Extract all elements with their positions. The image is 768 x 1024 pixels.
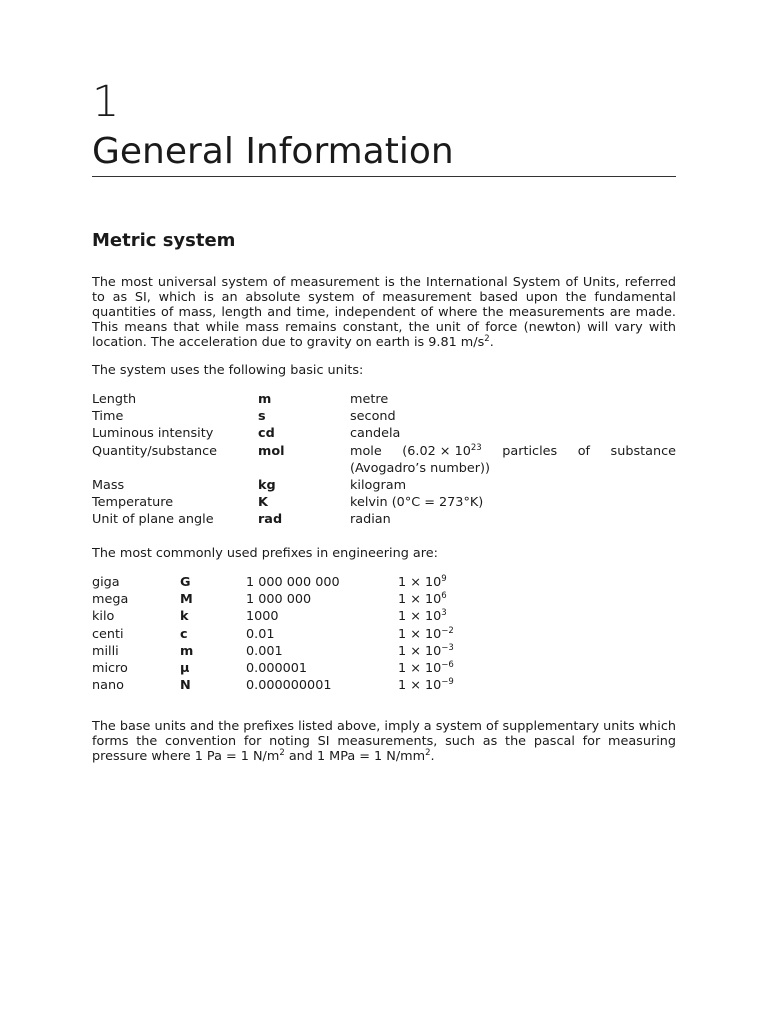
prefix-name: mega	[92, 592, 129, 608]
unit-quantity: Temperature	[92, 495, 174, 511]
table-row	[92, 460, 676, 477]
prefix-decimal: 0.000001	[246, 661, 308, 677]
unit-symbol: cd	[258, 426, 275, 442]
prefix-symbol: M	[180, 592, 193, 608]
unit-quantity: Luminous intensity	[92, 426, 214, 442]
prefix-symbol: G	[180, 575, 191, 590]
prefix-name: giga	[92, 575, 120, 590]
title-divider	[92, 176, 676, 177]
table-row	[92, 677, 676, 694]
unit-quantity: Quantity/substance	[92, 443, 218, 459]
table-row	[92, 425, 676, 442]
unit-name	[350, 443, 676, 460]
unit-name: radian	[350, 512, 391, 528]
closing-exponent: 2	[279, 748, 285, 758]
table-row	[92, 608, 676, 625]
table-row	[92, 443, 676, 460]
unit-name-part: mole	[350, 443, 382, 459]
prefix-exponent: 6	[441, 591, 447, 602]
prefix-exponent: −6	[441, 660, 454, 671]
unit-quantity: Length	[92, 392, 137, 407]
prefix-name: centi	[92, 626, 124, 642]
intro-end: .	[489, 335, 494, 350]
unit-symbol: rad	[258, 512, 283, 528]
table-row	[92, 626, 676, 643]
intro-text: The most universal system of measurement is the International System of Units, referred to as SI, which is an absolute system of measurement based upon the fundamental quantities of mass, length and time, independent of where the measurements are made. This means that while mass remains constant, the unit of force (newton) will vary with location. The acceleration due to gravity on earth is 9.81 m/s	[92, 275, 676, 350]
prefix-symbol: µ	[180, 661, 190, 677]
unit-symbol: mol	[258, 443, 285, 459]
prefix-decimal: 0.01	[246, 626, 275, 642]
prefix-power: $1 \times 10^{-9}$	[398, 677, 454, 694]
unit-symbol: m	[258, 392, 272, 407]
unit-name-part: substance	[610, 443, 676, 459]
unit-name-part: ($6.02 \times 10^{23}$	[402, 442, 482, 459]
prefix-lead-paragraph: The most commonly used prefixes in engineering are:	[92, 546, 438, 561]
prefix-exponent: −2	[441, 625, 454, 636]
prefix-exponent: −3	[441, 642, 454, 653]
prefix-name: micro	[92, 661, 128, 677]
prefix-symbol: N	[180, 678, 191, 694]
unit-quantity	[92, 460, 258, 477]
unit-symbol: kg	[258, 478, 276, 494]
unit-name: kilogram	[350, 478, 407, 494]
prefix-power: $1 \times 10^9$	[398, 574, 447, 590]
prefix-symbol: m	[180, 643, 194, 659]
units-lead-paragraph: The system uses the following basic units:	[92, 363, 364, 378]
prefix-decimal: 0.000000001	[246, 678, 332, 694]
unit-quantity: Unit of plane angle	[92, 512, 214, 528]
prefix-power: $1 \times 10^{-3}$	[398, 642, 454, 659]
prefix-name: nano	[92, 678, 124, 694]
prefix-decimal: 0.001	[246, 643, 283, 659]
unit-symbol	[258, 460, 350, 477]
prefix-symbol: k	[180, 609, 189, 625]
prefix-name: milli	[92, 643, 119, 659]
unit-name: candela	[350, 426, 401, 442]
table-row	[92, 391, 676, 408]
unit-symbol: s	[258, 409, 266, 425]
prefix-decimal: 1 000 000 000	[246, 575, 340, 590]
prefix-power: $1 \times 10^6$	[398, 591, 447, 608]
unit-name: kelvin (0°C = 273°K)	[350, 495, 484, 511]
base-units-table	[92, 391, 676, 529]
unit-name-part: particles	[502, 443, 558, 459]
table-row	[92, 591, 676, 608]
section-heading: Metric system	[92, 230, 236, 251]
prefix-power: $1 \times 10^{-6}$	[398, 660, 454, 677]
prefix-exponent: 3	[441, 608, 447, 619]
table-row	[92, 511, 676, 528]
prefix-exponent: 9	[441, 574, 447, 584]
table-row	[92, 574, 676, 591]
table-row	[92, 643, 676, 660]
avogadro-exponent: 23	[470, 442, 482, 453]
prefix-symbol: c	[180, 626, 188, 642]
prefix-table	[92, 574, 676, 694]
table-row	[92, 660, 676, 677]
table-row	[92, 494, 676, 511]
unit-symbol: K	[258, 495, 268, 511]
closing-exponent: 2	[425, 748, 431, 758]
unit-quantity: Time	[92, 409, 124, 425]
prefix-power: $1 \times 10^3$	[398, 608, 447, 625]
unit-name: metre	[350, 392, 389, 407]
unit-name-part: of	[577, 443, 591, 459]
prefix-exponent: −9	[441, 677, 454, 688]
unit-name-continuation: (Avogadro’s number))	[350, 460, 491, 476]
prefix-decimal: 1 000 000	[246, 592, 312, 608]
chapter-title: General Information	[92, 131, 454, 172]
closing-paragraph: The base units and the prefixes listed above, imply a system of supplementary units which forms the convention for noting SI measurements, such as the pascal for measuring pressure where 1 Pa = 1 $N/m^2$ and 1 MPa = 1 $N/mm^2$.	[92, 719, 676, 764]
intro-exponent: 2	[484, 334, 490, 344]
prefix-decimal: 1000	[246, 609, 279, 625]
prefix-power: $1 \times 10^{-2}$	[398, 625, 454, 642]
chapter-number: 1	[92, 77, 120, 127]
table-row	[92, 477, 676, 494]
intro-paragraph	[92, 275, 676, 350]
unit-name: second	[350, 409, 396, 425]
unit-quantity: Mass	[92, 478, 125, 494]
prefix-name: kilo	[92, 609, 115, 625]
table-row	[92, 408, 676, 425]
